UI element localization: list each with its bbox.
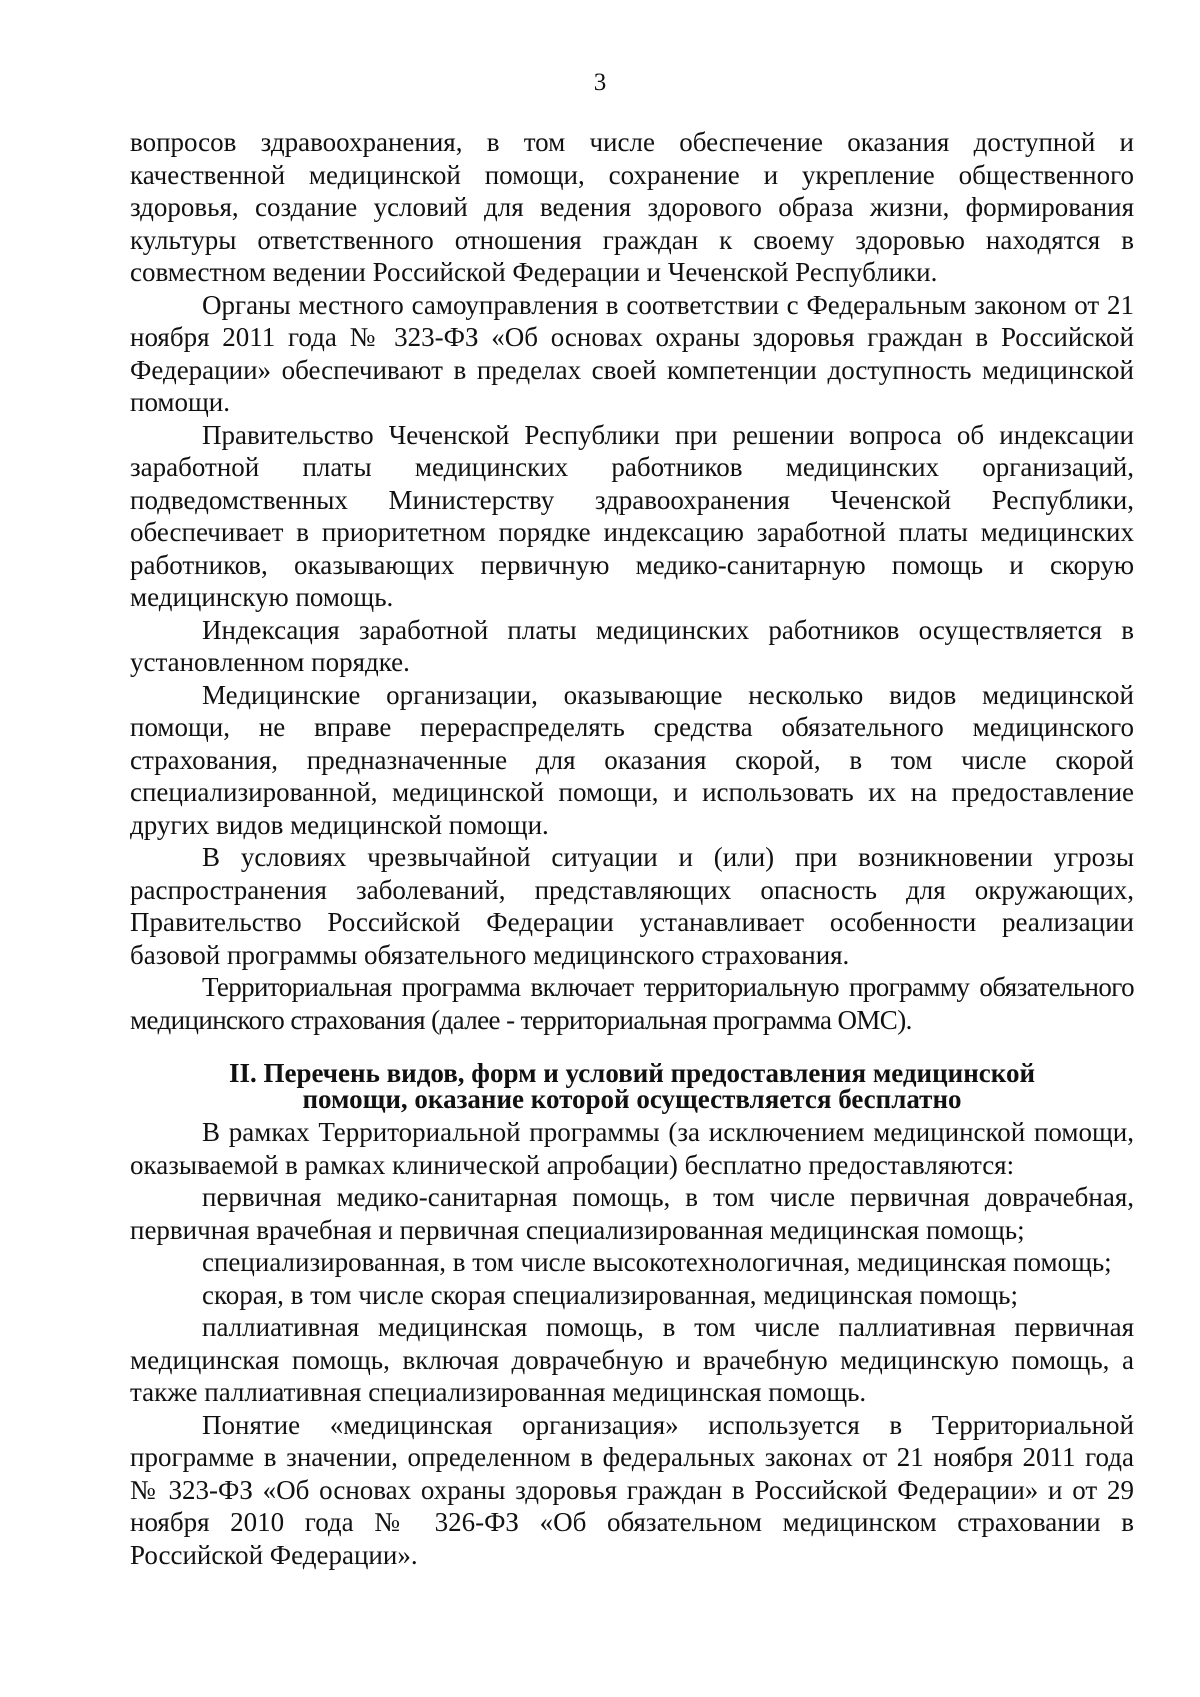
- paragraph-continuation: вопросов здравоохранения, в том числе обеспечение оказания доступной и качественной медицинской помощи, сохранение и укрепление общественного здоровья, создание условий для ведения здорового образа жизни, формирования культуры ответственного отношения граждан к своему здоровью находятся в совместном ведении Российской Федерации и Чеченской Республики.: [130, 127, 1134, 287]
- document-body: [130, 126, 1134, 1571]
- list-item-palliative-care: паллиативная медицинская помощь, в том числе паллиативная первичная медицинская помощь, включая доврачебную и врачебную медицинскую помощь, а также паллиативная специализированная медицинская помощь.: [130, 1312, 1134, 1407]
- list-item-specialized-care: специализированная, в том числе высокотехнологичная, медицинская помощь;: [202, 1247, 1112, 1277]
- section-2-heading: [130, 1060, 1134, 1112]
- section-2-heading-line-1: II. Перечень видов, форм и условий предоставления медицинской: [228, 1058, 1036, 1088]
- paragraph-local-self-government: Органы местного самоуправления в соответствии с Федеральным законом от 21 ноября 2011 года № 323-ФЗ «Об основах охраны здоровья граждан в Российской Федерации» обеспечивают в пределах своей компетенции доступность медицинской помощи.: [130, 289, 1134, 417]
- paragraph-medical-organizations-funds: Медицинские организации, оказывающие несколько видов медицинской помощи, не вправе перераспределять средства обязательного медицинского страхования, предназначенные для оказания скорой, в том числе скорой специализированной, медицинской помощи, и использовать их на предоставление других видов медицинской помощи.: [130, 679, 1134, 840]
- list-item-emergency-care: скорая, в том числе скорая специализированная, медицинская помощь;: [202, 1279, 1018, 1310]
- paragraph-salary-indexation-government: Правительство Чеченской Республики при решении вопроса об индексации заработной платы медицинских работников медицинских организаций, подведомственных Министерству здравоохранения Чеченской Республики, обеспечивает в приоритетном порядке индексацию заработной платы медицинских работников, оказывающих первичную медико-санитарную помощь и скорую медицинскую помощь.: [130, 419, 1134, 612]
- list-item-primary-care: первичная медико-санитарная помощь, в том числе первичная доврачебная, первичная врачебная и первичная специализированная медицинская помощь;: [130, 1182, 1134, 1245]
- paragraph-territorial-program-oms: Территориальная программа включает территориальную программу обязательного медицинского страхования (далее - территориальная программа ОМС).: [130, 972, 1134, 1035]
- section-2-heading-line-2: помощи, оказание которой осуществляется бесплатно: [302, 1084, 962, 1114]
- paragraph-emergency-situation: В условиях чрезвычайной ситуации и (или) при возникновении угрозы распространения заболеваний, представляющих опасность для окружающих, Правительство Российской Федерации устанавливает особенности реализации базовой программы обязательного медицинского страхования.: [130, 842, 1134, 970]
- page-number: 3: [593, 69, 607, 96]
- paragraph-salary-indexation-order: Индексация заработной платы медицинских работников осуществляется в установленном порядке.: [130, 614, 1134, 677]
- paragraph-free-medical-care: В рамках Территориальной программы (за исключением медицинской помощи, оказываемой в рамках клинической апробации) бесплатно предоставляются:: [130, 1117, 1134, 1180]
- paragraph-medical-organization-definition: Понятие «медицинская организация» используется в Территориальной программе в значении, определенном в федеральных законах от 21 ноября 2011 года № 323-ФЗ «Об основах охраны здоровья граждан в Российской Федерации» и от 29 ноября 2010 года № 326-ФЗ «Об обязательном медицинском страховании в Российской Федерации».: [130, 1409, 1134, 1570]
